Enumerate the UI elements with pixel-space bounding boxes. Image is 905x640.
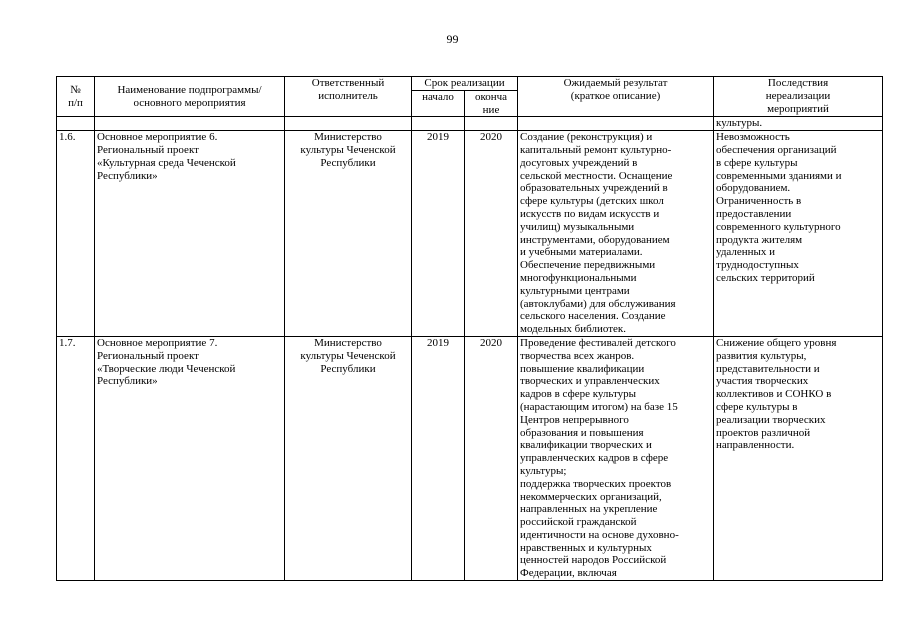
header-consequences: Последствия нереализации мероприятий [714,77,883,117]
row-executor: Министерство культуры Чеченской Республики [285,131,412,337]
carryover-row [57,117,883,131]
header-end: оконча ние [465,90,518,117]
row-end: 2020 [465,131,518,337]
header-name: Наименование подпрограммы/ основного мероприятия [95,77,285,117]
row-name: Основное мероприятие 6. Региональный проект «Культурная среда Чеченской Республики» [95,131,285,337]
row-num: 1.6. [57,131,95,337]
page-number: 99 [446,32,459,46]
header-start: начало [412,90,465,117]
row-consequences: Снижение общего уровня развития культуры, представительности и участия творческих коллективов и СОНКО в сфере культуры в реализации творческих проектов различной направленности. [714,336,883,580]
row-start: 2019 [412,336,465,580]
carryover-cell [285,117,412,131]
row-start: 2019 [412,131,465,337]
program-table [56,76,883,581]
row-end: 2020 [465,336,518,580]
row-result: Проведение фестивалей детского творчества всех жанров. повышение квалификации творческих и управленческих кадров в сфере культуры (нарастающим итогом) на базе 15 Центров непрерывного образования и повышения квалификации творческих и управленческих кадров в сфере культуры; поддержка творческих проектов некоммерческих организаций, направленных на укрепление российской гражданской идентичности на основе духовно- нравственных и культурных ценностей народов Российской Федерации, включая [518,336,714,580]
carryover-cell [465,117,518,131]
header-result: Ожидаемый результат (краткое описание) [518,77,714,117]
carryover-cell [57,117,95,131]
header-executor: Ответственный исполнитель [285,77,412,117]
carryover-cell [95,117,285,131]
row-consequences: Невозможность обеспечения организаций в сфере культуры современными зданиями и оборудованием. Ограниченность в предоставлении современного культурного продукта жителям удаленных и труднодоступных сельских территорий [714,131,883,337]
table-row [57,131,883,337]
carryover-consequences: культуры. [714,117,883,131]
row-result: Создание (реконструкция) и капитальный ремонт культурно- досуговых учреждений в сельской местности. Оснащение образовательных учреждений в сфере культуры (детских школ искусств по видам искусств и училищ) музыкальными инструментами, оборудованием и учебными материалами. Обеспечение передвижными многофункциональными культурными центрами (автоклубами) для обслуживания сельского населения. Создание модельных библиотек. [518,131,714,337]
table-row [57,336,883,580]
row-num: 1.7. [57,336,95,580]
header-row [57,77,883,91]
header-num: № п/п [57,77,95,117]
header-period: Срок реализации [412,77,518,91]
row-name: Основное мероприятие 7. Региональный проект «Творческие люди Чеченской Республики» [95,336,285,580]
row-executor: Министерство культуры Чеченской Республики [285,336,412,580]
carryover-cell [518,117,714,131]
carryover-cell [412,117,465,131]
